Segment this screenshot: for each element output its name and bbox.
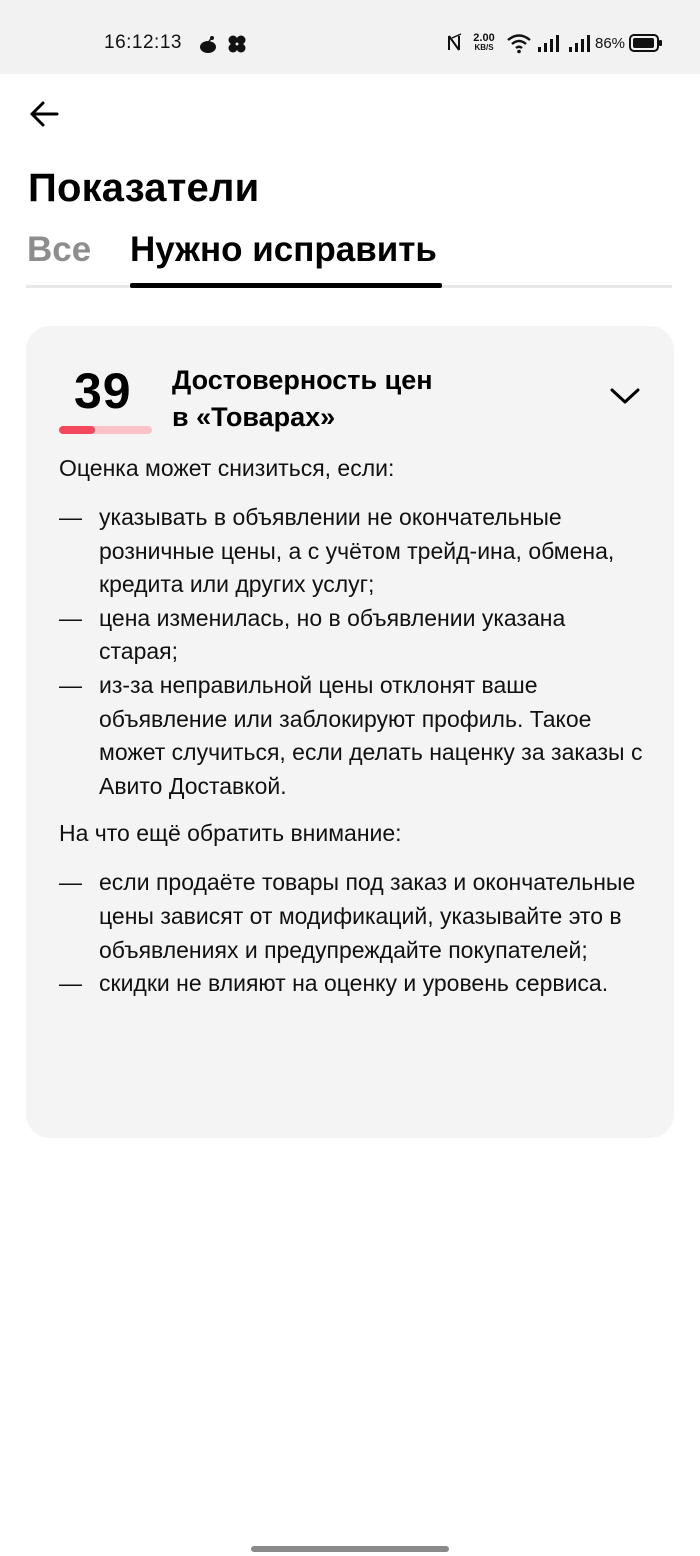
list-item xyxy=(59,669,649,803)
status-time: 16:12:13 xyxy=(104,32,182,53)
score-progress-fill xyxy=(59,426,95,434)
bullet-dash: — xyxy=(59,604,82,631)
tab-needs-fix[interactable]: Нужно исправить xyxy=(130,230,437,269)
network-speed xyxy=(467,33,501,53)
list-item xyxy=(59,602,649,669)
list-item-text: скидки не влияют на оценку и уровень сервиса. xyxy=(99,970,609,997)
battery-icon xyxy=(629,30,663,56)
tab-all[interactable]: Все xyxy=(27,230,92,269)
bullet-dash: — xyxy=(59,970,82,997)
bullet-dash: — xyxy=(59,671,82,698)
active-tab-indicator xyxy=(130,283,442,288)
metric-title-line2: в «Товарах» xyxy=(172,402,336,432)
network-speed-value: 2.00 xyxy=(473,32,495,44)
attention-heading: На что ещё обратить внимание: xyxy=(59,820,402,847)
list-item xyxy=(59,501,649,602)
metric-title xyxy=(172,362,532,436)
battery-percent: 86% xyxy=(595,35,626,52)
score-progress-bar xyxy=(59,426,152,434)
status-bar xyxy=(0,0,700,74)
back-button[interactable] xyxy=(24,94,64,134)
bullet-dash: — xyxy=(59,869,82,896)
bullet-dash: — xyxy=(59,504,82,530)
metric-card-header[interactable] xyxy=(26,326,674,446)
app-notification-icon xyxy=(226,34,248,54)
list-item-text: из-за неправильной цены отклонят ваше объявление или заблокируют профиль. Такое может случиться, если делать наценку за заказы с Авито Доставкой. xyxy=(99,671,643,799)
metric-card-body xyxy=(59,452,649,1001)
list-item-text: цена изменилась, но в объявлении указана старая; xyxy=(99,604,566,665)
tabs xyxy=(26,230,672,288)
attention-list xyxy=(59,866,649,1000)
score-value: 39 xyxy=(74,363,132,419)
decrease-intro: Оценка может снизиться, если: xyxy=(59,455,395,481)
signal-sim1-icon xyxy=(536,30,560,56)
list-item xyxy=(59,967,649,1001)
chevron-down-icon[interactable] xyxy=(608,384,642,408)
metric-card xyxy=(26,326,674,1138)
metric-title-line1: Достоверность цен xyxy=(172,365,433,395)
signal-sim2-icon xyxy=(567,30,591,56)
home-indicator[interactable] xyxy=(251,1546,449,1552)
wifi-icon xyxy=(506,30,532,56)
robot-notification-icon xyxy=(197,34,219,54)
nfc-icon xyxy=(446,30,464,56)
list-item-text: если продаёте товары под заказ и окончательные цены зависят от модификаций, указывайте это в объявлениях и предупреждайте покупателей; xyxy=(99,869,636,963)
network-speed-unit: KB/S xyxy=(474,43,494,52)
list-item-text: указывать в объявлении не окончательные розничные цены, а с учётом трейд-ина, обмена, кредита или других услуг; xyxy=(99,504,615,598)
decrease-reasons-list xyxy=(59,501,649,803)
arrow-left-icon xyxy=(28,98,60,130)
list-item xyxy=(59,866,649,967)
page-title: Показатели xyxy=(28,166,260,210)
